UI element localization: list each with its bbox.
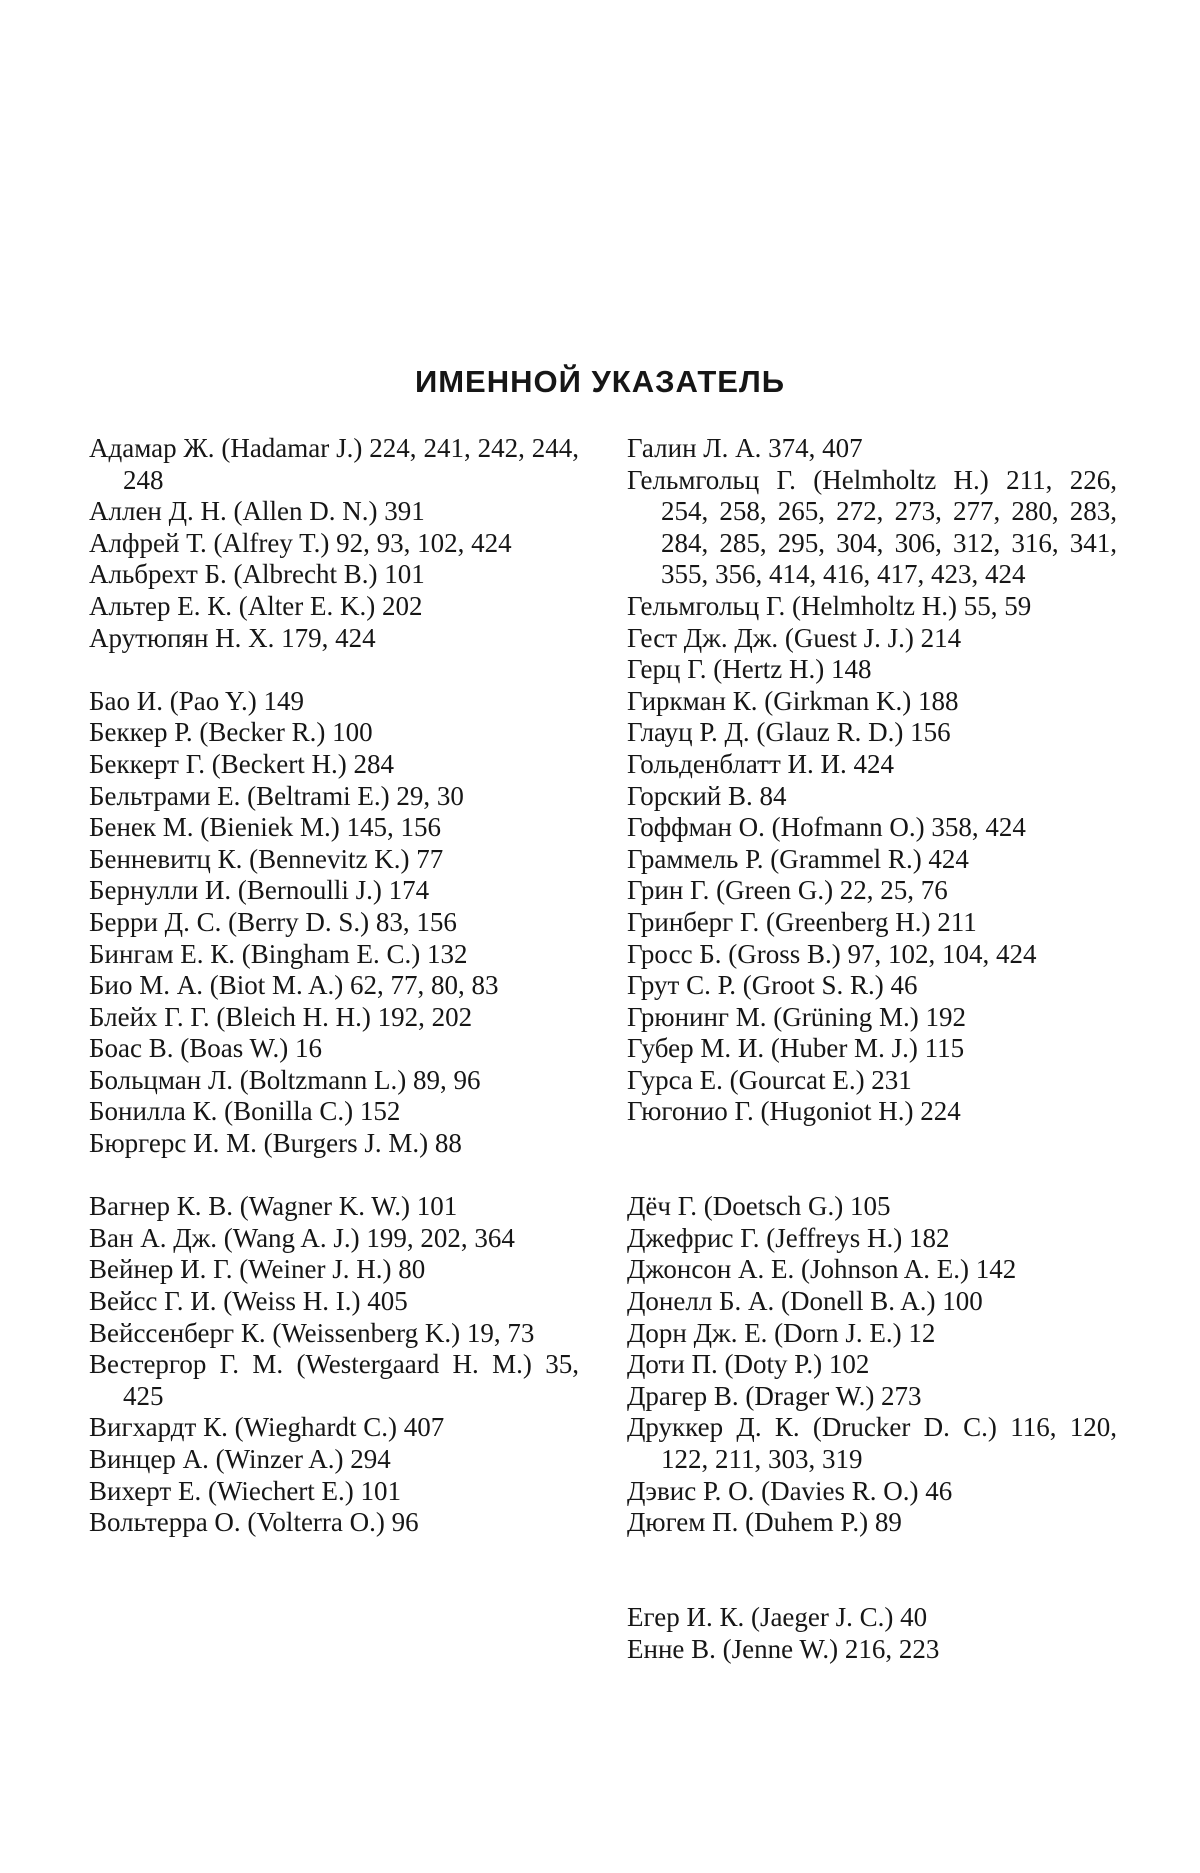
index-entry: Ван А. Дж. (Wang A. J.) 199, 202, 364 (89, 1222, 515, 1253)
index-entry: Джефрис Г. (Jeffreys H.) 182 (627, 1222, 950, 1253)
index-entry: Винцер А. (Winzer A.) 294 (89, 1444, 391, 1474)
index-entry: Дорн Дж. Е. (Dorn J. E.) 12 (627, 1317, 936, 1348)
index-entry: Бонилла К. (Bonilla C.) 152 (89, 1096, 401, 1127)
index-entry: Вейссенберг К. (Weissenberg K.) 19, 73 (89, 1317, 535, 1348)
section-gap (89, 654, 579, 686)
index-entry: Бюргерс И. М. (Burgers J. M.) 88 (89, 1128, 462, 1159)
index-entry: Грюнинг М. (Grüning M.) 192 (627, 1001, 966, 1032)
index-entry: Бао И. (Pao Y.) 149 (89, 685, 304, 716)
index-entry: Герц Г. (Hertz H.) 148 (627, 654, 872, 685)
index-entry: Вейнер И. Г. (Weiner J. H.) 80 (89, 1254, 426, 1285)
index-entry: Больцман Л. (Boltzmann L.) 89, 96 (89, 1064, 481, 1095)
index-entry: Вигхардт К. (Wieghardt C.) 407 (89, 1412, 445, 1443)
index-entry: Джонсон А. Е. (Johnson A. E.) 142 (627, 1254, 1017, 1285)
index-column-left (89, 433, 579, 1539)
index-entry: Граммель Р. (Grammel R.) 424 (627, 843, 969, 874)
index-entry: Вестергор Г. М. (Westergaard H. M.) 35, 425 (89, 1349, 579, 1411)
index-entry: Аллен Д. Н. (Allen D. N.) 391 (89, 496, 425, 527)
index-entry: Грин Г. (Green G.) 22, 25, 76 (627, 875, 948, 906)
index-entry: Боас В. (Boas W.) 16 (89, 1033, 322, 1064)
index-entry: Енне В. (Jenne W.) 216, 223 (627, 1633, 940, 1664)
section-gap (89, 1160, 579, 1192)
index-entry: Гиркман К. (Girkman K.) 188 (627, 685, 959, 716)
index-column-right (627, 433, 1117, 1665)
index-entry: Алфрей Т. (Alfrey T.) 92, 93, 102, 424 (89, 527, 512, 558)
section-gap (627, 1539, 1117, 1602)
index-entry: Галин Л. А. 374, 407 (627, 433, 863, 463)
index-entry: Губер М. И. (Huber M. J.) 115 (627, 1033, 965, 1064)
section-gap (627, 1128, 1117, 1191)
index-entry: Био М. А. (Biot M. A.) 62, 77, 80, 83 (89, 970, 499, 1001)
index-entry: Глауц Р. Д. (Glauz R. D.) 156 (627, 717, 951, 748)
index-entry: Грут С. Р. (Groot S. R.) 46 (627, 970, 918, 1001)
index-entry: Бельтрами Е. (Beltrami E.) 29, 30 (89, 780, 464, 811)
index-entry: Гольденблатт И. И. 424 (627, 748, 895, 779)
index-entry: Дёч Г. (Doetsch G.) 105 (627, 1191, 891, 1222)
index-entry: Гурса Е. (Gourcat E.) 231 (627, 1064, 912, 1095)
index-entry: Гринберг Г. (Greenberg H.) 211 (627, 906, 977, 937)
index-entry: Блейх Г. Г. (Bleich H. H.) 192, 202 (89, 1001, 473, 1032)
index-entry: Друккер Д. К. (Drucker D. C.) 116, 120, 122, 211, 303, 319 (627, 1412, 1117, 1474)
index-entry: Гест Дж. Дж. (Guest J. J.) 214 (627, 622, 962, 653)
index-entry: Драгер В. (Drager W.) 273 (627, 1380, 922, 1411)
index-entry: Вольтерра О. (Volterra O.) 96 (89, 1507, 419, 1538)
index-entry: Дэвис Р. О. (Davies R. O.) 46 (627, 1475, 953, 1506)
index-entry: Альбрехт Б. (Albrecht B.) 101 (89, 559, 425, 590)
index-entry: Гросс Б. (Gross B.) 97, 102, 104, 424 (627, 938, 1037, 969)
index-entry: Бенневитц К. (Bennevitz K.) 77 (89, 843, 444, 874)
index-entry: Доти П. (Doty P.) 102 (627, 1349, 870, 1380)
index-entry: Вагнер К. В. (Wagner K. W.) 101 (89, 1191, 458, 1222)
index-entry: Адамар Ж. (Hadamar J.) 224, 241, 242, 244, 248 (89, 433, 579, 495)
index-entry: Бингам Е. К. (Bingham E. C.) 132 (89, 938, 468, 969)
index-entry: Гельмгольц Г. (Helmholtz H.) 211, 226, 254, 258, 265, 272, 273, 277, 280, 283, 284, 285, 295, 304, 306, 312, 316, 341, 355, 356, 414, 416, 417, 423, 424 (627, 464, 1117, 590)
index-entry: Альтер Е. К. (Alter E. K.) 202 (89, 590, 423, 621)
index-entry: Берри Д. С. (Berry D. S.) 83, 156 (89, 906, 457, 937)
index-entry: Беккер Р. (Becker R.) 100 (89, 717, 373, 748)
index-entry: Бенек М. (Bieniek M.) 145, 156 (89, 812, 442, 843)
index-entry: Горский В. 84 (627, 780, 787, 811)
index-entry: Вейсс Г. И. (Weiss H. I.) 405 (89, 1286, 408, 1317)
index-entry: Донелл Б. А. (Donell B. A.) 100 (627, 1286, 983, 1317)
index-entry: Гельмгольц Г. (Helmholtz H.) 55, 59 (627, 590, 1032, 621)
index-entry: Егер И. К. (Jaeger J. C.) 40 (627, 1601, 928, 1632)
page-title: ИМЕННОЙ УКАЗАТЕЛЬ (414, 364, 786, 399)
index-entry: Дюгем П. (Duhem P.) 89 (627, 1507, 902, 1538)
index-entry: Бернулли И. (Bernoulli J.) 174 (89, 875, 430, 906)
index-entry: Арутюпян Н. Х. 179, 424 (89, 622, 376, 653)
index-entry: Гюгонио Г. (Hugoniot H.) 224 (627, 1096, 961, 1127)
index-entry: Гоффман О. (Hofmann O.) 358, 424 (627, 812, 1026, 843)
index-entry: Беккерт Г. (Beckert H.) 284 (89, 748, 394, 779)
index-entry: Вихерт Е. (Wiechert E.) 101 (89, 1475, 402, 1506)
